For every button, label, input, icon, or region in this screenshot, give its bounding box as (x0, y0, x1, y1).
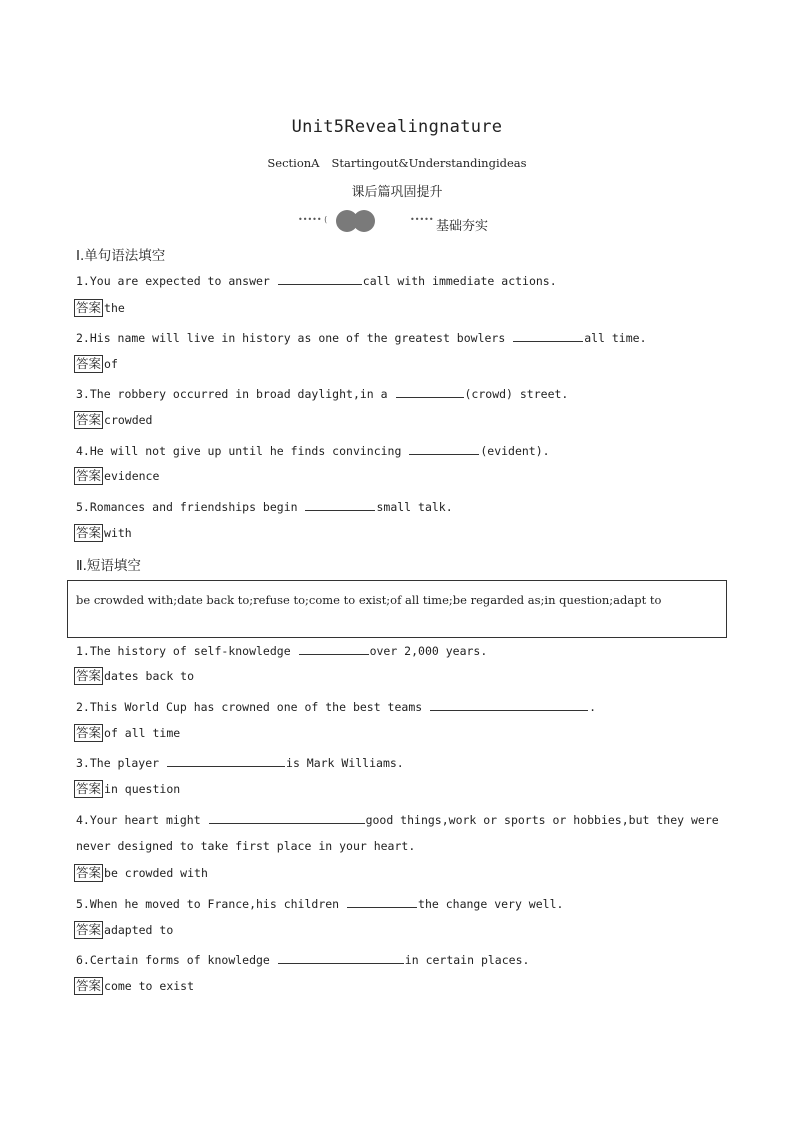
consolidate-heading: 课后篇巩固提升 (351, 185, 443, 200)
page-title: Unit5Revealingnature (291, 117, 503, 137)
answer-text: of (104, 357, 118, 371)
section-name: Startingout&Understandingideas (331, 156, 527, 170)
answer-text: of all time (104, 726, 181, 740)
banner-dots-right: ••••• (410, 215, 434, 224)
answer-tag: 答案 (76, 781, 102, 796)
answer-row (74, 467, 159, 485)
question-item: 1.The history of self-knowledge over 2,000 years. (76, 644, 488, 658)
part1-heading: Ⅰ.单句语法填空 (76, 248, 166, 264)
question-item: 5.Romances and friendships begin small talk. (76, 500, 453, 514)
section-subtitle (0, 156, 794, 170)
question-item: 2.This World Cup has crowned one of the best teams . (76, 700, 597, 714)
answer-text: come to exist (104, 979, 195, 993)
answer-tag: 答案 (76, 300, 102, 315)
answer-row (74, 780, 180, 798)
answer-row (74, 299, 125, 317)
answer-row (74, 724, 180, 742)
answer-text: the (104, 301, 125, 315)
question-item: 4.Your heart might good things,work or sports or hobbies,but they were (76, 813, 719, 827)
banner-dots-left: ••••• ( (298, 215, 328, 224)
answer-row (74, 977, 194, 995)
question-item: 3.The robbery occurred in broad daylight,in a (crowd) street. (76, 387, 569, 401)
answer-tag: 答案 (76, 468, 102, 483)
answer-tag: 答案 (76, 412, 102, 427)
question-item: 2.His name will live in history as one of the greatest bowlers all time. (76, 331, 647, 345)
answer-text: crowded (104, 413, 153, 427)
question-item: 6.Certain forms of knowledge in certain places. (76, 953, 530, 967)
answer-text: dates back to (104, 669, 195, 683)
question-item: 4.He will not give up until he finds convincing (evident). (76, 444, 550, 458)
question-item: 3.The player is Mark Williams. (76, 756, 404, 770)
answer-text: with (104, 526, 132, 540)
banner-circle-icon (353, 210, 375, 232)
answer-row (74, 921, 173, 939)
answer-tag: 答案 (76, 525, 102, 540)
answer-tag: 答案 (76, 978, 102, 993)
answer-row (74, 864, 208, 882)
word-bank-box (67, 580, 727, 638)
answer-tag: 答案 (76, 356, 102, 371)
question-item: 5.When he moved to France,his children the change very well. (76, 897, 564, 911)
answer-tag: 答案 (76, 865, 102, 880)
answer-tag: 答案 (76, 922, 102, 937)
part2-heading: Ⅱ.短语填空 (76, 558, 141, 574)
banner-label: 基础夯实 (436, 219, 489, 234)
answer-row (74, 355, 118, 373)
question-item-continued: never designed to take first place in your heart. (76, 839, 416, 853)
answer-row (74, 411, 152, 429)
answer-tag: 答案 (76, 668, 102, 683)
question-item: 1.You are expected to answer call with immediate actions. (76, 274, 557, 288)
section-banner (298, 206, 528, 234)
answer-row (74, 524, 132, 542)
answer-tag: 答案 (76, 725, 102, 740)
answer-text: in question (104, 782, 181, 796)
answer-text: be crowded with (104, 866, 208, 880)
word-bank-text: be crowded with;date back to;refuse to;come to exist;of all time;be regarded as;in question;adapt to (76, 593, 662, 607)
section-label: SectionA (267, 156, 320, 170)
answer-text: evidence (104, 469, 160, 483)
answer-text: adapted to (104, 923, 174, 937)
answer-row (74, 667, 194, 685)
